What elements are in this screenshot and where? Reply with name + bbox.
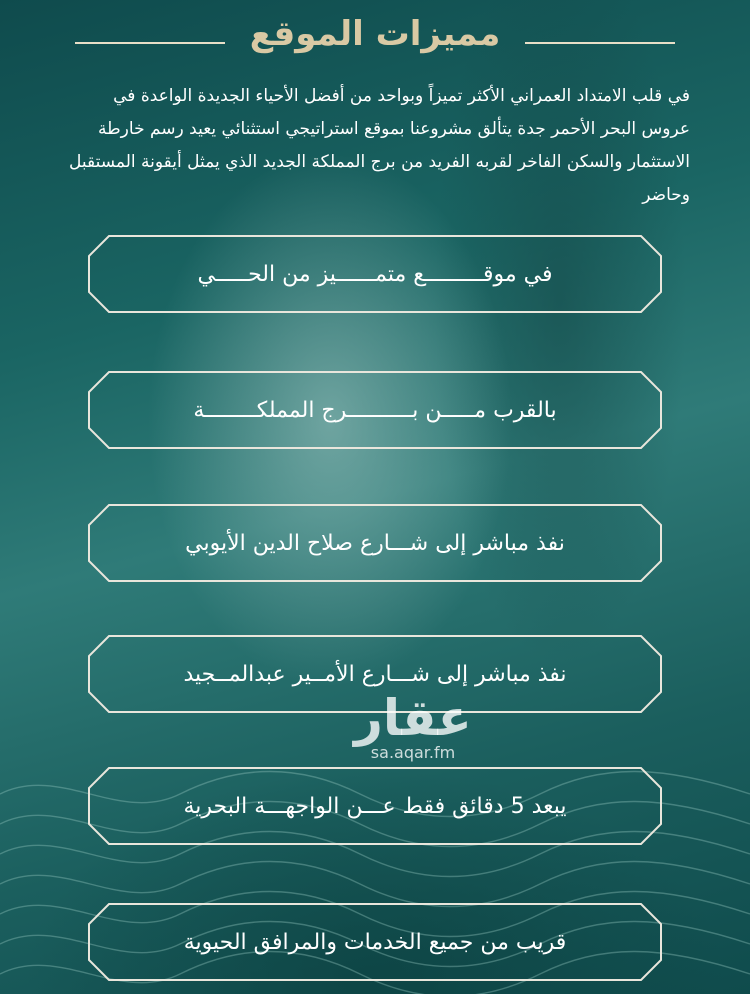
feature-label: نفذ مباشر إلى شـــارع الأمــير عبدالمــجيد	[183, 661, 567, 687]
intro-paragraph: في قلب الامتداد العمراني الأكثر تميزاً وبواحد من أفضل الأحياء الجديدة الواعدة في عروس البحر الأحمر جدة يتألق مشروعنا بموقع استراتيجي استثنائي يعيد رسم خارطة الاستثمار والسكن الفاخر لقربه الفريد من برج المملكة الجديد الذي يمثل أيقونة المستقبل وحاضر	[69, 86, 690, 205]
feature-card	[87, 370, 663, 450]
feature-label: في موقـــــــــع متمــــــيز من الحـــــي	[197, 261, 553, 287]
title-divider-left	[75, 42, 225, 44]
feature-card	[87, 234, 663, 314]
feature-card	[87, 766, 663, 846]
feature-label: نفذ مباشر إلى شـــارع صلاح الدين الأيوبي	[185, 530, 565, 556]
watermark-url: sa.aqar.fm	[370, 743, 456, 762]
watermark-logo: عقار	[354, 689, 472, 747]
page-title: مميزات الموقع	[249, 14, 501, 54]
title-divider-right	[525, 42, 675, 44]
feature-label: قريب من جميع الخدمات والمرافق الحيوية	[183, 929, 567, 955]
feature-label: بالقرب مـــــن بــــــــــرج المملكــــــــة	[193, 397, 557, 423]
aqar-watermark	[338, 689, 488, 762]
header	[0, 14, 750, 54]
feature-card	[87, 503, 663, 583]
feature-card	[87, 902, 663, 982]
feature-label: يبعد 5 دقائق فقط عـــن الواجهـــة البحرية	[183, 793, 567, 819]
